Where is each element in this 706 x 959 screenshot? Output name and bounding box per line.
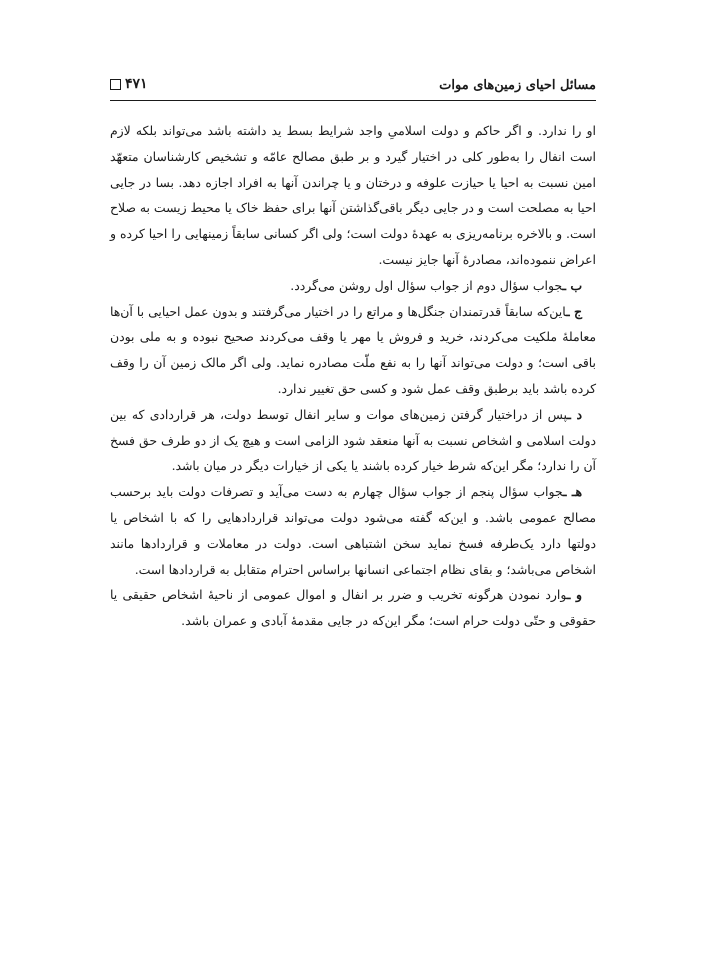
page-number bbox=[110, 76, 148, 92]
paragraph-text: جواب سؤال دوم از جواب سؤال اول روشن می‌گردد. bbox=[290, 277, 563, 293]
paragraph-text: جواب سؤال پنجم از جواب سؤال چهارم به دست می‌آید و تصرفات دولت باید برحسب مصالح عمومی باشد. و این‌که گفته می‌شود دولت می‌تواند قراردادهایی را که با اشخاص یا دولتها دارد یک‌طرفه فسخ نماید سخن اشتباهی است. دولت در معاملات و قراردادها مانند اشخاص می‌باشد؛ و بقای نظام اجتماعی انسانها براساس احترام متقابل به قراردادها است. bbox=[110, 484, 596, 577]
paragraph-text: این‌که سابقاً قدرتمندان جنگل‌ها و مراتع را در اختیار می‌گرفتند و بدون عمل احیایی با آن‌ها معاملهٔ ملکیت می‌کردند، خرید و فروش یا مهر یا وقف می‌کردند صحیح نبوده و به ملی بودن باقی است؛ و دولت می‌تواند آنها را به نفع ملّت مصادره نماید. ولی اگر مالک زمین آن را وقف کرده باشد باید برطبق وقف عمل شود و کسی حق تغییر ندارد. bbox=[110, 303, 596, 396]
paragraph-text: وارد نمودن هرگونه تخریب و ضرر بر انفال و اموال عمومی از ناحیهٔ اشخاص حقیقی یا حقوقی و حتّی دولت حرام است؛ مگر این‌که در جایی مقدمهٔ آبادی و عمران باشد. bbox=[110, 587, 596, 629]
running-header bbox=[110, 76, 596, 102]
paragraph-b bbox=[110, 273, 596, 299]
page-number-text: ۴۷۱ bbox=[125, 76, 148, 92]
paragraph-intro bbox=[110, 118, 596, 273]
chapter-title: مسائل احیای زمین‌های موات bbox=[439, 78, 596, 93]
paragraph-text: او را ندارد. و اگر حاکم و دولت اسلامیِ واجد شرایط بسط ید داشته باشد می‌تواند بلکه لازم است انفال را به‌طور کلی در اختیار گیرد و بر طبق مصالح عامّه و تشخیص کارشناسان متعهّد امین نسبت به احیا یا حیازت علوفه و درختان و یا چراندن آنها به افراد اجازه دهد. بسا در جایی احیا به مصلحت است و در جایی دیگر باقی‌گذاشتن آنها برای حفظ خاک یا محیط زیست به صلاح است. و بالاخره برنامه‌ریزی به عهدهٔ دولت است؛ ولی اگر کسانی سابقاً زمینهایی را احیا کرده و اعراض ننموده‌اند، مصادرهٔ آنها جایز نیست. bbox=[110, 123, 596, 267]
paragraph-v bbox=[110, 582, 596, 634]
page-body bbox=[110, 118, 596, 634]
paragraph-marker: هـ ـ bbox=[562, 484, 583, 500]
paragraph-h bbox=[110, 479, 596, 582]
paragraph-marker: د ـ bbox=[567, 406, 582, 422]
paragraph-c bbox=[110, 299, 596, 402]
paragraph-text: پس از دراختیار گرفتن زمین‌های موات و سایر انفال توسط دولت، هر قراردادی که بین دولت اسلامی و اشخاص نسبت به آنها منعقد شود الزامی است و هیچ یک از دو طرف حق فسخ آن را ندارد؛ مگر این‌که شرط خیار کرده باشند یا یکی از خیارات دیگر در میان باشد. bbox=[110, 406, 596, 474]
paragraph-d bbox=[110, 402, 596, 479]
square-ornament-icon bbox=[110, 79, 121, 90]
header-divider bbox=[110, 100, 596, 101]
paragraph-marker: ج ـ bbox=[565, 303, 582, 319]
paragraph-marker: و ـ bbox=[566, 587, 582, 603]
paragraph-marker: ب ـ bbox=[562, 277, 582, 293]
